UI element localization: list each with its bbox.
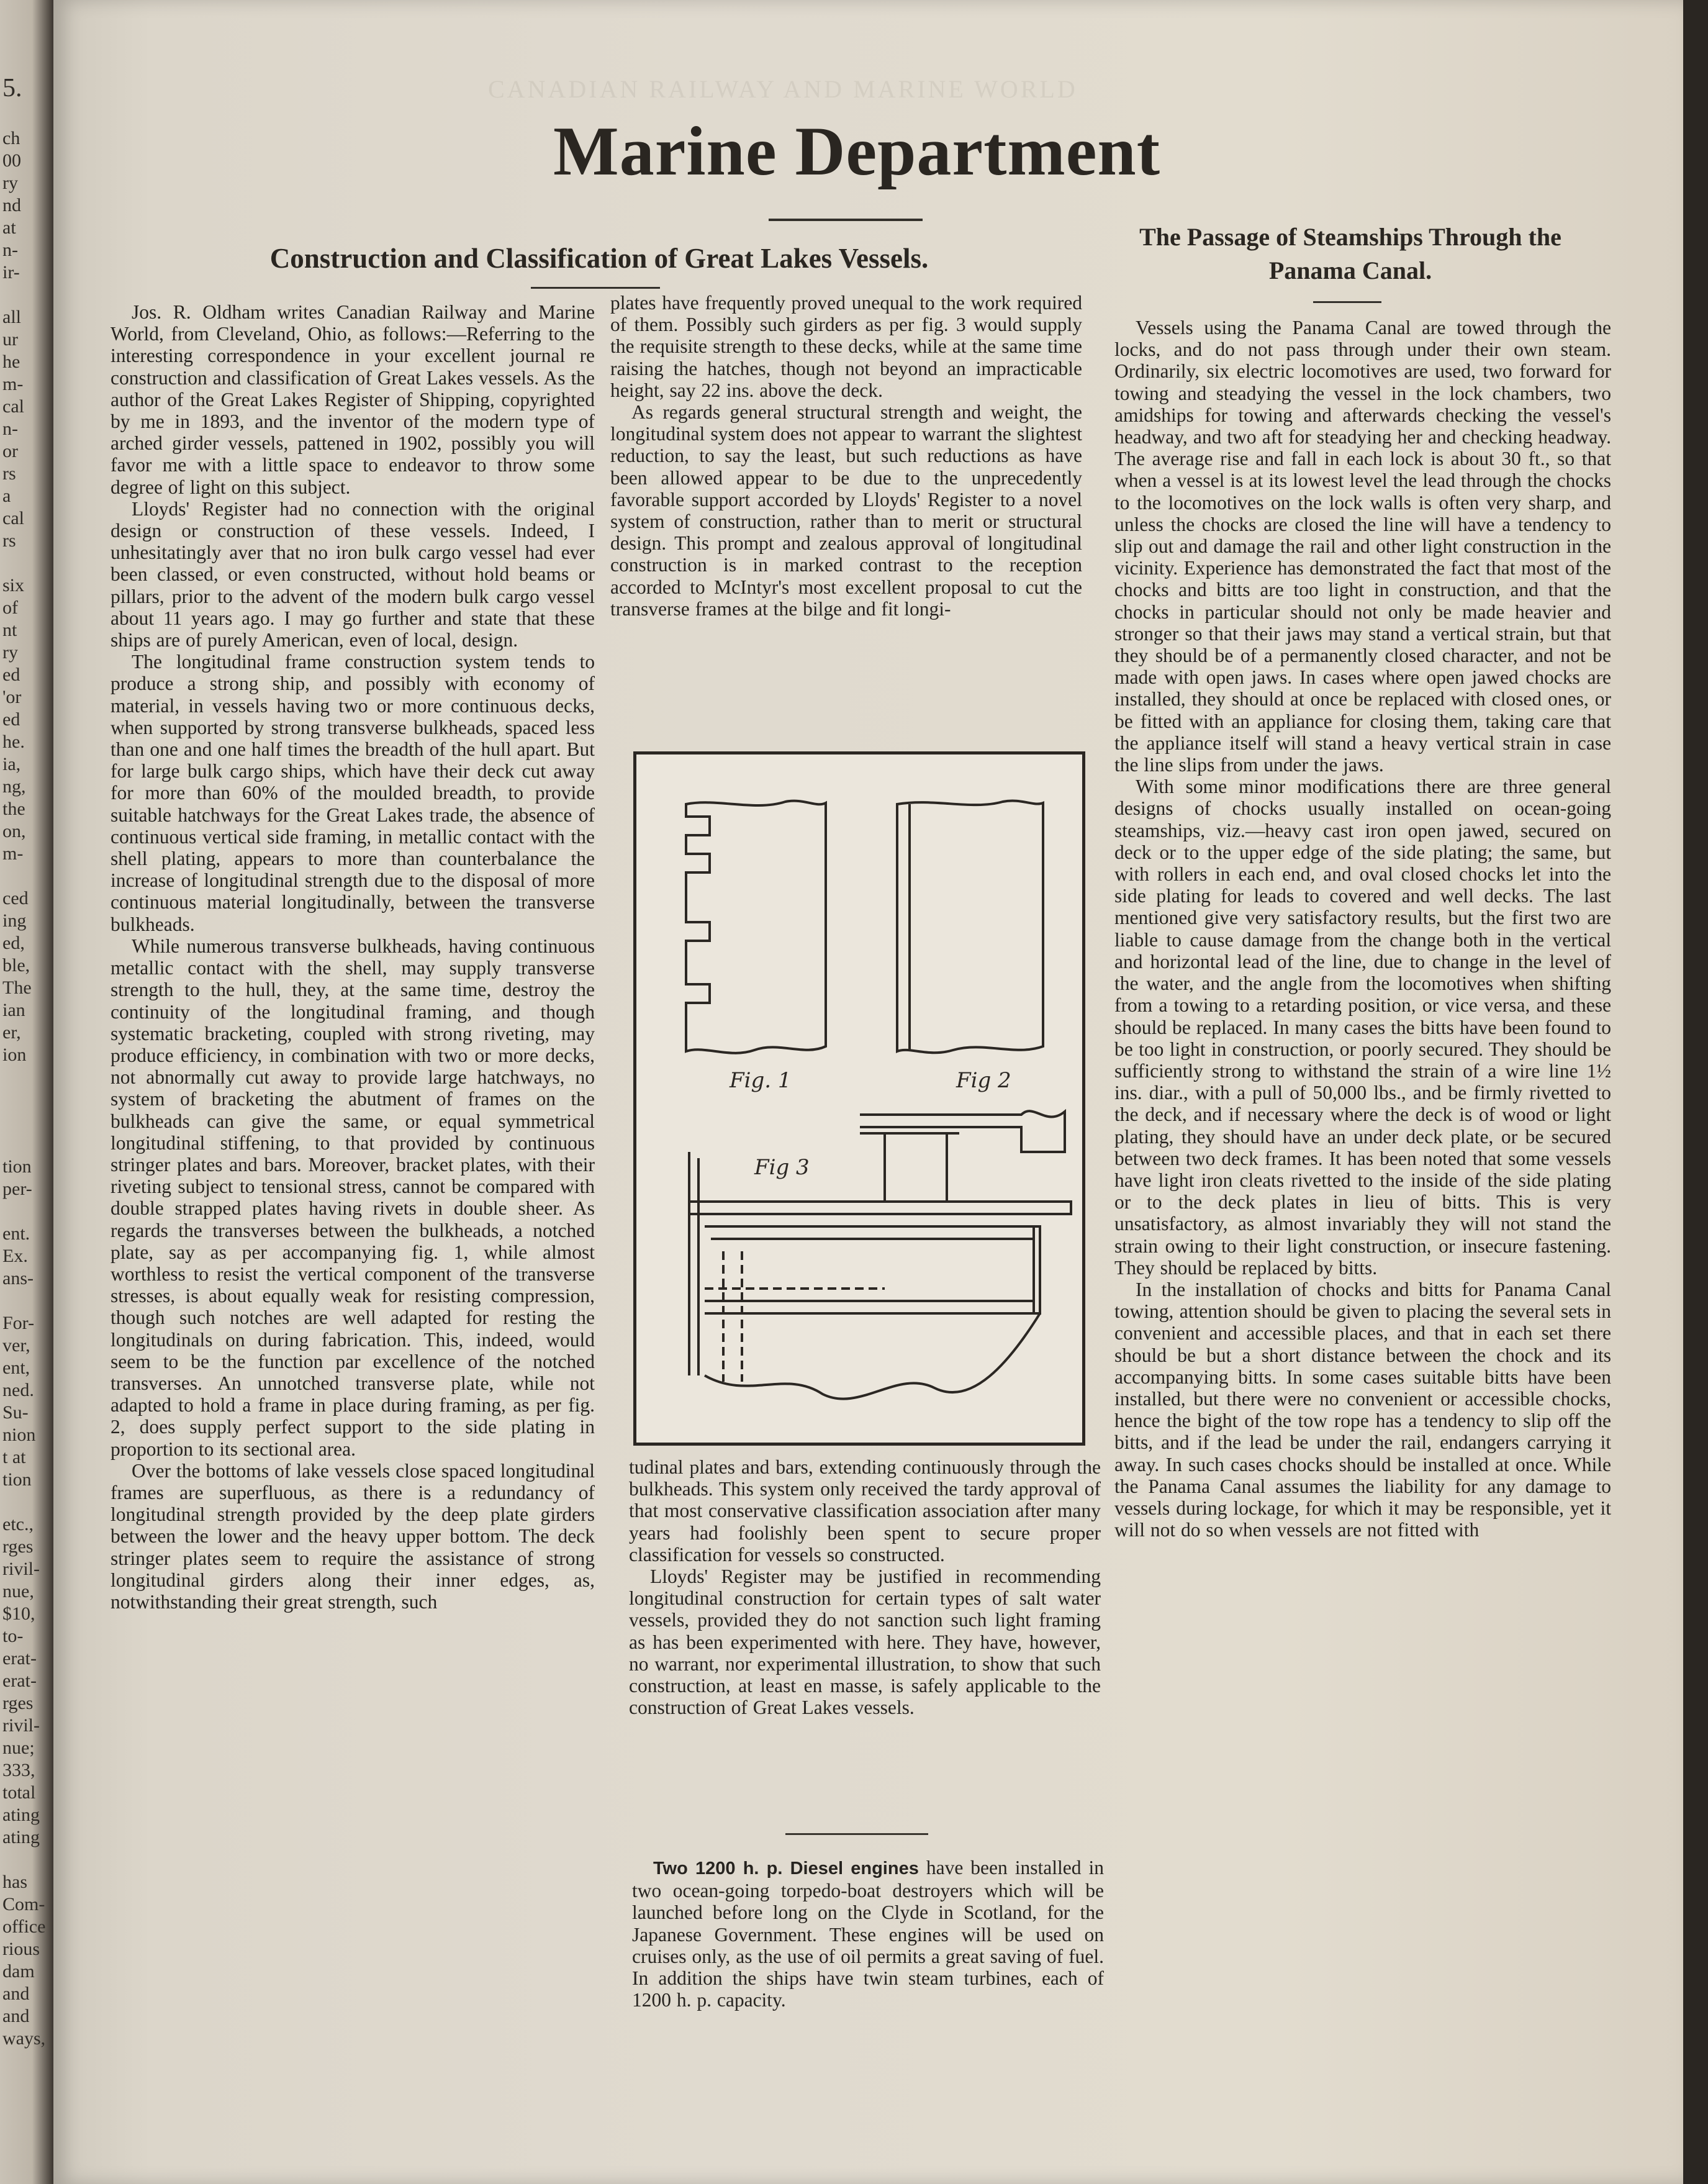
paragraph: With some minor modifications there are three general designs of chocks usually installed on ocean-going steamships, viz.—heavy cast iron open jawed, secured on deck or to the upper edge of the side plating; the same, but with rollers in each end, and oval closed chocks let into the side plating for leads to covered and well decks. The last mentioned give very satisfactory results, but the first two are liable to cause damage from the change both in the vertical and horizontal lead of the line, due to change in the level of the water, and the angle from the locomotives when shifting from a towing to a retarding position, or vice versa, and these should be replaced. In many cases the bitts have been found to be too light in construction, or poorly secured. They should be sufficiently strong to withstand the strain of a wire line 1½ ins. diar., with a pull of 50,000 lbs., and be firmly rivetted to the deck, and if necessary where the deck is of wood or light plating, they should have an under deck plate, or be secured between two deck frames. It has been noted that some vessels have light iron cleats rivetted to the inside of the side plating or to the deck plates in lieu of bitts. This is very unsatisfactory, as almost invariably they will not stand the strain owing to their light construction, or insecure fastening. They should be replaced by bitts.: [1114, 776, 1611, 1279]
margin-fragment: ur: [2, 329, 18, 350]
margin-fragment: he.: [2, 732, 25, 752]
margin-fragment: ry: [2, 642, 18, 663]
margin-fragment: and: [2, 1983, 30, 2004]
margin-fragment: ed: [2, 709, 20, 730]
margin-fragment: ry: [2, 173, 18, 193]
margin-fragment: tion: [2, 1469, 32, 1490]
margin-fragment: etc.,: [2, 1514, 34, 1534]
paragraph: Vessels using the Panama Canal are towed through the locks, and do not pass through under their own steam. Ordinarily, six electric locomotives are used, two forward for towing and steadying the vessel in the lock chambers, two amidships for towing and afterwards checking the vessel's headway, and two aft for steadying her and checking headway. The average rise and fall in each lock is about 30 ft., so that when a vessel is at its lowest level the lead through the chocks to the locomotives on the lock walls is often very sharp, and unless the chocks are closed the line will have a tendency to slip out and damage the rail and other light construction in the vicinity. Experience has demonstrated the fact that most of the chocks and bitts are too light in construction, and that the chocks in particular should not only be made heavier and stronger so that their jaws may stand a vertical strain, but that they should be of a permanently closed character, and not be made with open jaws. In cases where open jawed chocks are installed, they should at once be replaced with closed ones, or be fitted with an appliance for closing them, taking care that the appliance itself will stand a heavy vertical strain in case the line slips from under the jaws.: [1114, 317, 1611, 776]
article-headline-great-lakes: Construction and Classification of Great Lakes Vessels.: [269, 243, 929, 274]
margin-fragment: nue;: [2, 1738, 35, 1758]
margin-fragment: rges: [2, 1536, 34, 1557]
margin-fragment: rivil-: [2, 1715, 40, 1736]
margin-fragment: m-: [2, 843, 24, 864]
margin-fragment: ating: [2, 1805, 40, 1825]
brief-lead: Two 1200 h. p. Diesel engines: [653, 1859, 919, 1878]
margin-fragment: ir-: [2, 262, 20, 283]
brief-divider: [785, 1833, 928, 1835]
fig3-label: Fig 3: [754, 1155, 810, 1180]
margin-fragment: Su-: [2, 1402, 29, 1423]
margin-fragment: a: [2, 486, 11, 506]
paragraph: Lloyds' Register may be justified in recommending longitudinal construction for certain types of salt water vessels, provided they do not sanction such light framing as has been experimented with here. They have, however, no warrant, nor experimental illustration, to show that such construction, at least en masse, is safely applicable to the construction of Great Lakes vessels.: [629, 1566, 1101, 1719]
margin-fragment: nt: [2, 620, 17, 640]
paragraph: Over the bottoms of lake vessels close spaced longitudinal frames are superfluous, as there is a redundancy of longitudinal strength provided by the deep plate girders between the lower and the heavy upper bottom. The deck stringer plates seem to require the assistance of strong longitudinal girders along their inner edges, as, notwithstanding their great strength, such: [111, 1459, 595, 1613]
article-column-3: [1114, 317, 1611, 1541]
margin-fragment: nd: [2, 195, 21, 215]
margin-fragment: rs: [2, 530, 16, 551]
margin-fragment: ced: [2, 888, 29, 908]
margin-fragment: on,: [2, 821, 26, 841]
margin-fragment: cal: [2, 508, 24, 528]
margin-fragment: rges: [2, 1693, 34, 1713]
margin-fragment: $10,: [2, 1603, 35, 1624]
margin-fragment: ing: [2, 910, 27, 931]
margin-fragment: total: [2, 1782, 36, 1803]
margin-fragment: ion: [2, 1044, 27, 1065]
paragraph: In the installation of chocks and bitts for Panama Canal towing, attention should be given to placing the several sets in convenient and accessible places, and that in each set there should be but a short distance between the chock and its accompanying bitts. In some cases suitable bitts have been installed, but there were no convenient or accessible chocks, hence the bight of the tow rope has a tendency to slip off the bitts, and if the lead be under the rail, endangers carrying it away. In such cases chocks should be installed at once. While the Panama Canal assumes the liability for any damage to vessels during lockage, for which it may be responsible, yet it will not do so when vessels are not fitted with: [1114, 1278, 1611, 1541]
department-title: Marine Department: [553, 113, 1161, 190]
margin-fragment: tion: [2, 1156, 32, 1177]
margin-fragment: to-: [2, 1626, 24, 1646]
margin-fragment: For-: [2, 1313, 35, 1333]
margin-fragment: ng,: [2, 776, 26, 797]
margin-fragment: office: [2, 1916, 46, 1937]
margin-fragment: t at: [2, 1447, 26, 1467]
bleed-through-text: CANADIAN RAILWAY AND MARINE WORLD: [488, 75, 1078, 103]
article-headline-panama: The Passage of Steamships Through the Panama Canal.: [1139, 223, 1561, 284]
margin-fragment: ned.: [2, 1380, 34, 1400]
margin-fragment: ans-: [2, 1268, 34, 1289]
paragraph: As regards general structural strength and weight, the longitudinal system does not appear to warrant the slightest reduction, to say the least, but such reductions as have been allowed appear to be due to the unprecedently favorable support accorded by Lloyds' Register to a novel system of construction, rather than to merit or structural design. This prompt and zealous approval of longitudinal construction is in marked contrast to the reception accorded to McIntyr's most excellent proposal to cut the transverse frames at the bilge and fit longi-: [610, 401, 1082, 620]
margin-fragment: per-: [2, 1179, 32, 1199]
margin-fragment: erat-: [2, 1670, 37, 1691]
fig3-upper-deck: [860, 1111, 1065, 1152]
margin-fragment: and: [2, 2006, 30, 2026]
margin-fragment: ver,: [2, 1335, 30, 1356]
margin-fragment: erat-: [2, 1648, 37, 1669]
margin-fragment: The: [2, 977, 32, 998]
paragraph: [632, 1857, 1104, 2011]
fig1-notched-plate: [686, 801, 826, 1053]
margin-fragment: at: [2, 217, 16, 238]
margin-fragment: ating: [2, 1827, 40, 1847]
margin-fragment: 333,: [2, 1760, 35, 1780]
margin-fragment: 'or: [2, 687, 22, 707]
page-number: 5.: [2, 74, 22, 102]
headline-rule-panama: [1313, 301, 1381, 303]
margin-fragment: 00: [2, 150, 21, 171]
margin-fragment: ent.: [2, 1223, 30, 1244]
margin-fragment: Ex.: [2, 1246, 28, 1266]
margin-fragment: ways,: [2, 2028, 46, 2049]
margin-fragment: the: [2, 799, 25, 819]
fig3-bulkhead: [689, 1152, 698, 1375]
margin-fragment: six: [2, 575, 25, 596]
article-column-1: [111, 301, 595, 1613]
margin-fragment: or: [2, 441, 18, 461]
headline-rule: [531, 287, 660, 289]
margin-fragment: nion: [2, 1425, 36, 1445]
margin-fragment: rivil-: [2, 1559, 40, 1579]
paragraph: Lloyds' Register had no connection with the original design or construction of these vessels. Indeed, I unhesitatingly aver that no iron bulk cargo vessel had ever been classed, or even constructed, without hold beams or pillars, prior to the advent of the modern bulk cargo vessel about 11 years ago. I may go further and state that these ships are of purely American, even of local, design.: [111, 497, 595, 651]
brief-text: have been installed in two ocean-going torpedo-boat destroyers which will be launched before long on the Clyde in Scotland, for the Japanese Government. These engines will be used on cruises only, as the use of oil permits a great saving of fuel. In addition the ships have twin steam turbines, each of 1200 h. p. capacity.: [632, 1857, 1104, 2011]
margin-fragment: er,: [2, 1022, 21, 1043]
article-column-2-top: [610, 292, 1082, 620]
margin-fragment: ian: [2, 1000, 25, 1020]
fig2-label: Fig 2: [956, 1068, 1011, 1093]
margin-fragment: ed,: [2, 933, 25, 953]
margin-fragment: cal: [2, 396, 24, 417]
paragraph: While numerous transverse bulkheads, having continuous metallic contact with the shell, may supply transverse strength to the hull, they, at the same time, destroy the continuity of the longitudinal framing, and though systematic bracketing, coupled with strong riveting, may produce efficiency, in combination with two or more decks, not abnormally cut away to provide large hatchways, no system of bracketing the abutment of frames on the bulkheads can give the same, or equal symmetrical longitudinal stiffening, to that provided by continuous stringer plates and bars. Moreover, bracket plates, with their riveting subject to tensional stress, cannot be compared with double strapped plates having rivets in double sheer. As regards the transverses between the bulkheads, a notched plate, say as per accompanying fig. 1, while almost worthless to resist the vertical component of the transverse stresses, is about equally weak for resisting compression, though such notches are well adapted for resting the longitudinals on during fabrication. This, indeed, would seem to be the function par excellence of the notched transverses. An unnotched transverse plate, while not adapted to hold a frame in place during framing, as per fig. 2, does supply perfect support to the side plating in proportion to its sectional area.: [111, 935, 595, 1460]
brief-item-diesel: [632, 1857, 1104, 2011]
margin-fragment: rious: [2, 1939, 40, 1959]
paragraph: plates have frequently proved unequal to the work required of them. Possibly such girders as per fig. 3 would supply the requisite strength to these decks, while at the same time raising the hatches, though not beyond an impracticable height, say 22 ins. above the deck.: [610, 292, 1082, 401]
fig2-plain-plate: [897, 800, 1043, 1053]
margin-fragment: rs: [2, 463, 16, 484]
fig3-break-line: [705, 1313, 1040, 1399]
margin-fragment: n-: [2, 240, 18, 260]
margin-fragment: m-: [2, 374, 24, 394]
margin-fragment: Com-: [2, 1894, 45, 1914]
margin-fragment: all: [2, 307, 21, 327]
margin-fragment: he: [2, 351, 20, 372]
margin-fragment: n-: [2, 419, 18, 439]
left-page-gutter: [0, 0, 53, 2184]
fig1-label: Fig. 1: [730, 1068, 792, 1093]
margin-fragment: of: [2, 597, 18, 618]
paragraph: tudinal plates and bars, extending continuously through the bulkheads. This system only received the tardy approval of that most conservative classification association after many years had foolishly been spent to secure proper classification for vessels so constructed.: [629, 1456, 1101, 1566]
margin-fragment: ia,: [2, 754, 21, 774]
article-column-2-bottom: [629, 1456, 1101, 1718]
figure-illustration: [633, 751, 1085, 1446]
margin-fragment: ch: [2, 128, 20, 148]
margin-fragment: ed: [2, 664, 20, 685]
margin-fragment: nue,: [2, 1581, 34, 1602]
fig3-deck-plate: [689, 1202, 1071, 1214]
paragraph: Jos. R. Oldham writes Canadian Railway and Marine World, from Cleveland, Ohio, as follows:—Referring to the interesting correspondence in your excellent journal re construction and classification of Great Lakes vessels. As the author of the Great Lakes Register of Shipping, copyrighted by me in 1893, and the inventor of the modern type of arched girder vessels, pattened in 1902, possibly you will favor me with a little space to endeavor to throw some degree of light on this subject.: [111, 301, 595, 498]
margin-fragment: dam: [2, 1961, 35, 1982]
margin-fragment: ent,: [2, 1357, 30, 1378]
paragraph: The longitudinal frame construction system tends to produce a strong ship, and possibly with economy of material, in vessels having two or more continuous decks, when supported by strong transverse bulkheads, spaced less than one and one half times the breadth of the hull apart. But for large bulk cargo ships, which have their deck cut away for more than 60% of the moulded breadth, to provide suitable hatchways for the Great Lakes trade, the absence of continuous vertical side framing, in metallic contact with the shell plating, appears to more than counterbalance the increase of longitudinal strength due to the disposal of more continuous material longitudinally, between the transverse bulkheads.: [111, 651, 595, 935]
margin-fragment: has: [2, 1872, 27, 1892]
title-rule: [769, 219, 923, 221]
margin-fragment: ble,: [2, 955, 30, 976]
structural-drawing: [636, 754, 1082, 1443]
